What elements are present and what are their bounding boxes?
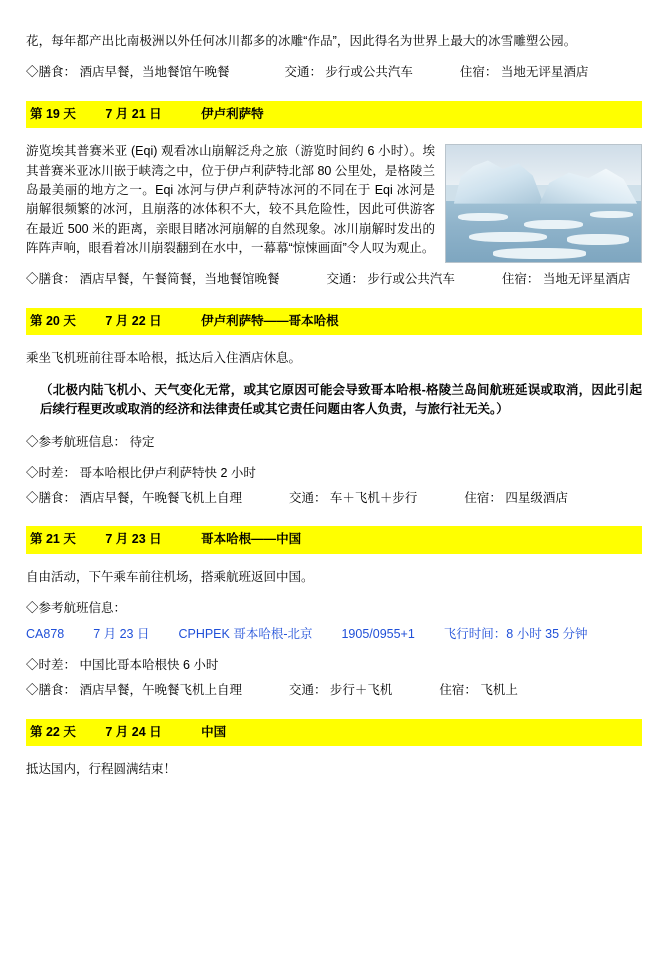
transport-info: 交通： 步行或公共汽车	[284, 65, 413, 80]
day-21-flight-detail	[26, 625, 642, 644]
day-21-flight-label: ◇参考航班信息：	[26, 601, 127, 616]
meal-info: ◇膳食： 酒店早餐，午餐简餐，当地餐馆晚餐	[26, 272, 280, 287]
meta-row-day18	[26, 63, 642, 82]
day-header-19	[26, 101, 642, 128]
day-number: 第 22 天	[30, 724, 76, 739]
day-number: 第 20 天	[30, 313, 76, 328]
photo-ice-floe	[469, 232, 547, 243]
day-20-flight-info: ◇参考航班信息： 待定	[26, 435, 155, 450]
day-21-body: 自由活动，下午乘车前往机场，搭乘航班返回中国。	[26, 569, 314, 584]
transport-info: 交通： 步行或公共汽车	[326, 272, 455, 287]
day-20-body: 乘坐飞机班前往哥本哈根，抵达后入住酒店休息。	[26, 351, 302, 366]
intro-paragraph: 花，每年都产出比南极洲以外任何冰川都多的冰雕“作品”，因此得名为世界上最大的冰雪雕塑公园。	[26, 34, 577, 48]
meta-row-day20	[26, 489, 642, 508]
transport-info: 交通： 车＋飞机＋步行	[288, 491, 418, 505]
hotel-info: 住宿： 当地无评星酒店	[459, 65, 589, 80]
day-21-timezone: ◇时差： 中国比哥本哈根快 6 小时	[26, 657, 219, 672]
day-title: 伊卢利萨特——哥本哈根	[201, 313, 339, 328]
day-title: 中国	[201, 724, 227, 739]
day-22-body: 抵达国内，行程圆满结束！	[26, 762, 177, 776]
day-date: 7 月 21 日	[105, 106, 162, 121]
day-header-22	[26, 719, 642, 746]
flight-date: 7 月 23 日	[93, 626, 150, 641]
day-date: 7 月 23 日	[105, 532, 162, 547]
iceberg-photo	[445, 144, 642, 263]
transport-info: 交通： 步行＋飞机	[288, 683, 393, 698]
day-19-body: 游览埃其普赛米亚 (Eqi) 观看冰山崩解泛舟之旅（游览时间约 6 小时）。埃其普赛米亚冰川嵌于峡湾之中，位于伊卢利萨特北部 80 公里处，是格陵兰岛最美丽的地方之一。Eqi 冰河与伊卢利萨特冰河的不同在于 Eqi 冰河是崩解很频繁的冰河，且崩落的冰体积不大，较不具危险性，因此可供游客在最近 500 米的距离，亲眼目睹冰河崩解的自然现象。冰川崩解时发出的阵阵声响，眼看着冰川崩裂翻到在水中，一幕幕“惊悚画面”令人叹为观止。	[26, 144, 435, 255]
photo-ice-floe	[567, 234, 629, 245]
flight-code: CA878	[26, 626, 65, 641]
day-20-note: （北极内陆飞机小、天气变化无常，或其它原因可能会导致哥本哈根-格陵兰岛间航班延误或取消，因此引起后续行程更改或取消的经济和法律责任或其它责任问题由客人负责，与旅行社无关。）	[40, 382, 642, 416]
hotel-info: 住宿： 飞机上	[439, 683, 518, 698]
flight-duration: 飞行时间：8 小时 35 分钟	[443, 626, 588, 641]
photo-ice-floe	[524, 220, 583, 229]
day-title: 哥本哈根——中国	[201, 532, 302, 547]
meal-info: ◇膳食： 酒店早餐，当地餐馆午晚餐	[26, 65, 230, 80]
day-header-21	[26, 526, 642, 553]
meta-row-day19	[26, 270, 642, 289]
meta-row-day21	[26, 681, 642, 700]
day-number: 第 21 天	[30, 532, 76, 547]
photo-ice-floe	[458, 213, 509, 221]
day-number: 第 19 天	[30, 106, 76, 121]
hotel-info: 住宿： 四星级酒店	[464, 491, 568, 505]
flight-times: 1905/0955+1	[341, 626, 415, 641]
hotel-info: 住宿： 当地无评星酒店	[501, 272, 631, 287]
day-20-timezone: ◇时差： 哥本哈根比伊卢利萨特快 2 小时	[26, 465, 256, 480]
flight-route: CPHPEK 哥本哈根-北京	[178, 626, 313, 641]
day-header-20	[26, 308, 642, 335]
photo-ice-floe	[590, 211, 633, 218]
photo-ice-floe	[493, 248, 587, 259]
day-date: 7 月 24 日	[105, 724, 162, 739]
day-date: 7 月 22 日	[105, 313, 162, 328]
meal-info: ◇膳食： 酒店早餐，午晚餐飞机上自理	[26, 491, 242, 505]
meal-info: ◇膳食： 酒店早餐，午晚餐飞机上自理	[26, 683, 242, 698]
day-title: 伊卢利萨特	[201, 106, 264, 121]
